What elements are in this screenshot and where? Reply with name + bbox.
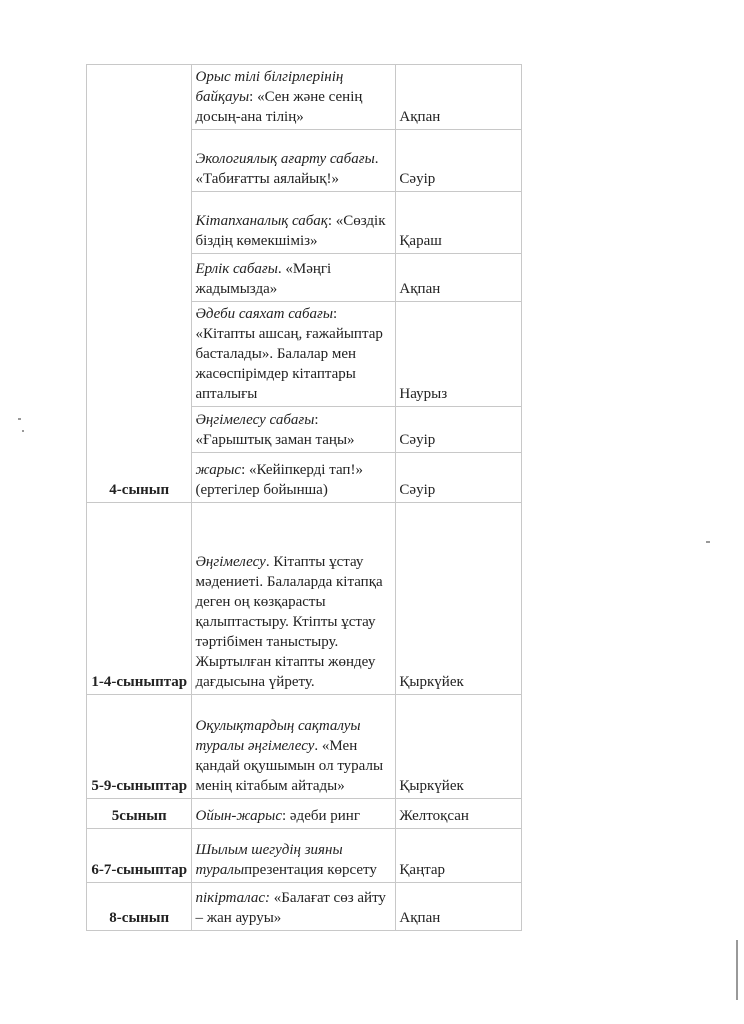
event-title: : «Сен және сенің досың-ана тілің» (195, 89, 363, 125)
month-cell (396, 695, 522, 799)
event-type: Ойын-жарыс (195, 808, 282, 824)
event-type: Ерлік сабағы (195, 261, 278, 277)
event-title: . «Мен қандай оқушымын ол туралы менің кітабым айтады» (195, 738, 384, 794)
month-label: Қараш (399, 233, 442, 249)
month-cell (396, 192, 522, 254)
month-cell (396, 829, 522, 883)
scan-speck (706, 541, 710, 543)
event-title: : «Сөздік біздің көмекшіміз» (195, 213, 386, 249)
grade-cell: 5сынып (87, 799, 192, 829)
month-label: Ақпан (399, 281, 441, 297)
month-label: Желтоқсан (399, 808, 469, 824)
event-title: «Балағат сөз айту – жан ауруы» (195, 890, 386, 926)
grade-cell: 5-9-сыныптар (87, 695, 192, 799)
month-cell (396, 302, 522, 407)
event-cell (192, 65, 396, 130)
month-label: Ақпан (399, 910, 441, 926)
month-cell (396, 407, 522, 453)
scan-speck (18, 418, 21, 420)
event-type: Орыс тілі білгірлерінің байқауы (195, 69, 344, 105)
event-title: . «Табиғатты аялайық!» (195, 151, 379, 187)
month-label: Сәуір (399, 171, 436, 187)
table-row (87, 829, 522, 883)
scan-edge (736, 940, 738, 1000)
month-label: Сәуір (399, 482, 436, 498)
grade-cell: 4-сынып (87, 65, 192, 503)
table-row (87, 883, 522, 931)
event-type: пікірталас: (195, 890, 271, 906)
event-cell (192, 883, 396, 931)
grade-cell: 6-7-сыныптар (87, 829, 192, 883)
event-title: . Кітапты ұстау мәдениеті. Балаларда кітапқа деген оң көзқарасты қалыптастыру. Ктіпты ұстау тәртібімен таныстыру. Жыртылған кітапты жөндеу дағдысына үйрету. (195, 554, 383, 690)
month-cell (396, 799, 522, 829)
month-label: Қаңтар (399, 862, 446, 878)
event-title: презентация көрсету (244, 862, 377, 878)
event-cell (192, 302, 396, 407)
events-table (86, 64, 522, 931)
event-cell (192, 407, 396, 453)
event-title: : «Кейіпкерді тап!» (ертегілер бойынша) (195, 462, 363, 498)
event-cell (192, 829, 396, 883)
month-cell (396, 453, 522, 503)
grade-cell: 1-4-сыныптар (87, 503, 192, 695)
event-title: : «Ғарыштық заман таңы» (195, 412, 355, 448)
event-cell (192, 192, 396, 254)
event-cell (192, 254, 396, 302)
event-title: : әдеби ринг (281, 808, 360, 824)
event-cell (192, 695, 396, 799)
event-cell (192, 503, 396, 695)
event-type: Шылым шегудің зияны туралы (195, 842, 343, 878)
month-label: Қыркүйек (399, 778, 464, 794)
month-label: Наурыз (399, 386, 448, 402)
event-type: жарыс (195, 462, 242, 478)
event-title: . «Мәңгі жадымызда» (195, 261, 332, 297)
month-cell (396, 883, 522, 931)
month-cell (396, 254, 522, 302)
month-label: Қыркүйек (399, 674, 464, 690)
table-row (87, 695, 522, 799)
month-label: Сәуір (399, 432, 436, 448)
scan-speck (22, 430, 24, 432)
month-cell (396, 503, 522, 695)
event-title: : «Кітапты ашсаң, ғажайыптар басталады». Балалар мен жасөспірімдер кітаптары апталығы (195, 306, 383, 402)
event-type: Оқулықтардың сақталуы туралы әңгімелесу (195, 718, 361, 754)
event-cell (192, 130, 396, 192)
event-type: Экологиялық ағарту сабағы (195, 151, 375, 167)
event-cell (192, 799, 396, 829)
event-type: Әңгімелесу (195, 554, 266, 570)
event-type: Әдеби саяхат сабағы (195, 306, 334, 322)
event-type: Әңгімелесу сабағы (195, 412, 315, 428)
month-label: Ақпан (399, 109, 441, 125)
month-cell (396, 65, 522, 130)
table-row (87, 65, 522, 130)
event-cell (192, 453, 396, 503)
month-cell (396, 130, 522, 192)
grade-cell: 8-сынып (87, 883, 192, 931)
table-row (87, 503, 522, 695)
event-type: Кітапханалық сабақ (195, 213, 328, 229)
table-row (87, 799, 522, 829)
